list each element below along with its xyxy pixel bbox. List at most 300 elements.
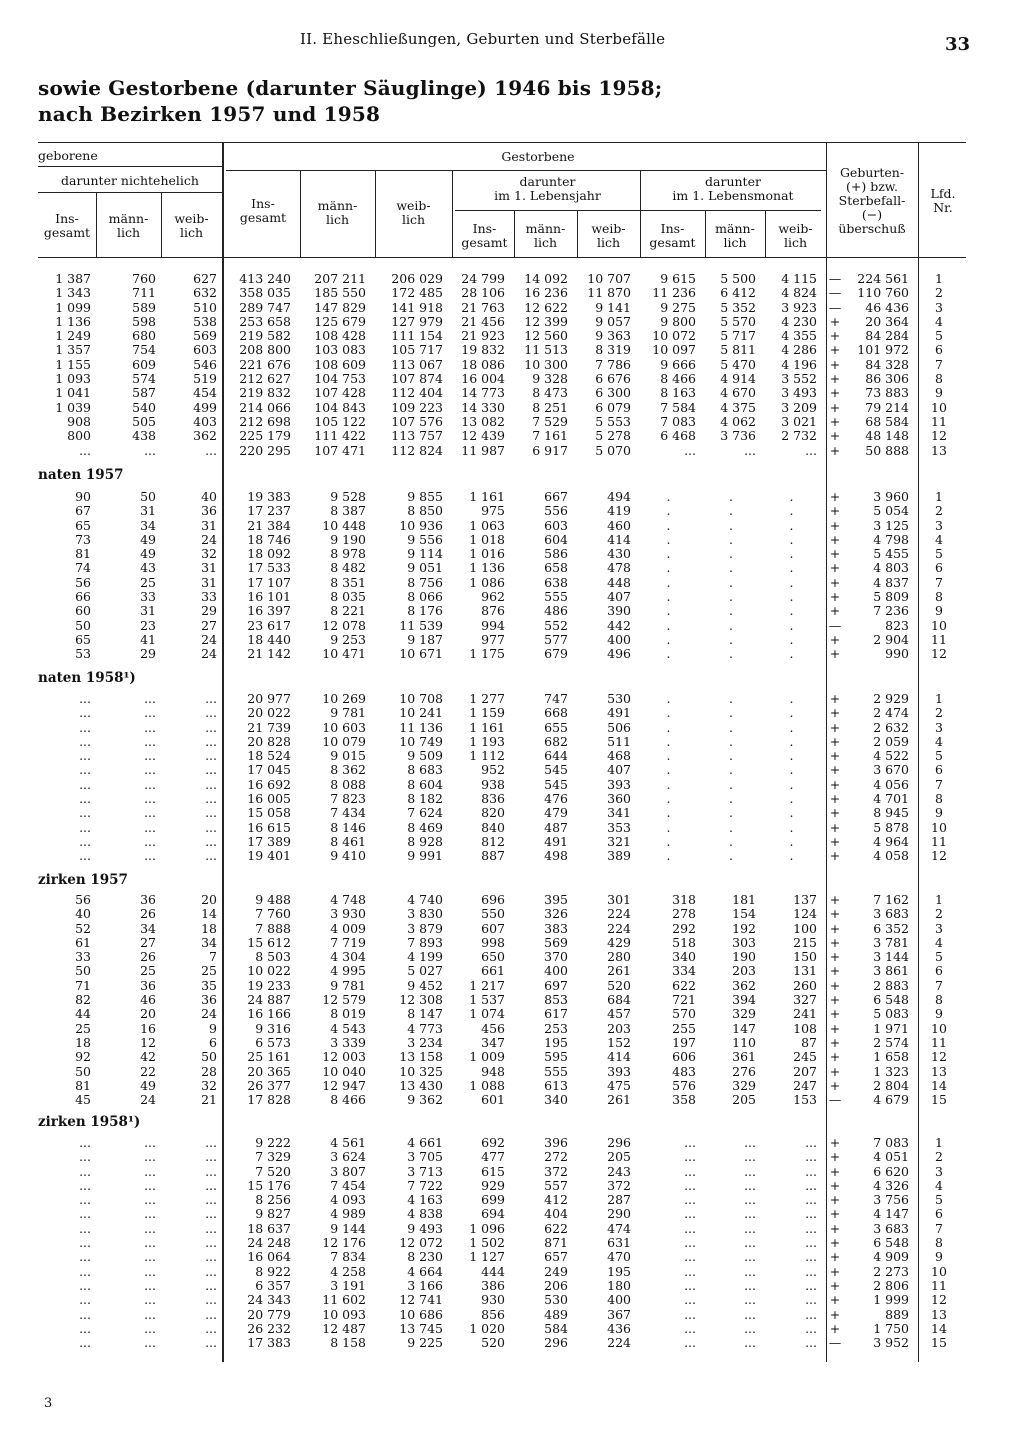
c-geb-w: ...: [205, 1164, 217, 1179]
c-g-ins: 6 357: [255, 1278, 291, 1293]
c-g-m: 108 428: [314, 329, 366, 344]
c-g-w: 9 362: [407, 1093, 443, 1108]
c-g-m: 9 015: [330, 749, 366, 764]
c-lm-ins: ...: [684, 1150, 696, 1165]
c-g-m: 11 602: [322, 1293, 366, 1308]
label-darunter-lm: darunter: [705, 174, 761, 189]
c-geb-ins: ...: [79, 1307, 91, 1322]
c-lj-ins: 975: [481, 504, 505, 519]
c-lm-ins: ...: [684, 1250, 696, 1265]
c-lj-ins: 930: [481, 1293, 505, 1308]
c-lj-m: 6 917: [532, 443, 568, 458]
page-number: 33: [945, 34, 971, 55]
c-lj-m: 853: [544, 993, 568, 1008]
c-geb-m: 34: [140, 921, 156, 936]
c-lj-ins: 386: [481, 1278, 505, 1293]
c-geb-m: ...: [144, 1236, 156, 1251]
c-g-ins: 25 161: [247, 1050, 291, 1065]
c-lm-ins: .: [666, 777, 671, 792]
c-lj-w: 474: [607, 1221, 631, 1236]
c-g-m: 4 093: [330, 1193, 366, 1208]
c-lj-ins: 550: [481, 907, 505, 922]
c-lm-ins: 576: [672, 1078, 696, 1093]
c-g-w: 9 051: [407, 561, 443, 576]
c-lfd: 8: [935, 993, 943, 1008]
table-row: [30, 444, 964, 458]
c-lj-m: 871: [544, 1236, 568, 1251]
c-geb-m: ...: [144, 692, 156, 706]
c-lm-ins: ...: [684, 1321, 696, 1336]
c-lm-m: ...: [744, 1178, 756, 1193]
c-lj-w: 9 363: [595, 329, 631, 344]
c-lj-w: 436: [607, 1321, 631, 1336]
c-lm-w: 100: [793, 921, 817, 936]
c-lfd: 12: [931, 429, 947, 444]
c-lm-w: 153: [793, 1093, 817, 1108]
c-g-ins: 212 698: [239, 414, 291, 429]
table-row: [30, 907, 964, 921]
c-lm-m: ...: [744, 1236, 756, 1251]
c-lm-ins: 8 163: [660, 386, 696, 401]
c-sign: +: [829, 1078, 841, 1093]
c-lm-w: ...: [805, 1164, 817, 1179]
c-lm-w: 131: [793, 964, 817, 979]
c-sign: +: [829, 849, 841, 864]
c-lfd: 10: [931, 1021, 947, 1036]
c-g-w: 12 072: [399, 1236, 443, 1251]
c-lj-w: 684: [607, 993, 631, 1008]
c-geb-ins: ...: [79, 1207, 91, 1222]
c-geb-w: 6: [209, 1035, 217, 1050]
c-lm-m: ...: [744, 1150, 756, 1165]
c-lm-ins: 318: [672, 893, 696, 907]
c-lj-ins: 1 112: [469, 749, 505, 764]
c-g-w: 5 027: [407, 964, 443, 979]
label-lj-weiblich-2: lich: [596, 235, 621, 250]
c-sign: +: [829, 921, 841, 936]
c-geb-ins: 908: [67, 414, 91, 429]
c-geb-w: ...: [205, 806, 217, 821]
c-lm-w: .: [789, 575, 794, 590]
c-lm-w: 4 355: [781, 329, 817, 344]
c-ueb: 7 236: [873, 604, 909, 619]
c-ueb: 3 960: [873, 490, 909, 504]
c-geb-m: 26: [140, 907, 156, 922]
c-lm-w: ...: [805, 1178, 817, 1193]
c-lm-m: ...: [744, 1293, 756, 1308]
c-sign: +: [829, 907, 841, 922]
c-geb-w: 9: [209, 1021, 217, 1036]
c-lj-m: 545: [544, 763, 568, 778]
c-lfd: 11: [931, 1278, 947, 1293]
table-row: [30, 706, 964, 720]
c-lm-w: .: [789, 834, 794, 849]
c-g-m: 4 995: [330, 964, 366, 979]
c-geb-w: 40: [201, 490, 217, 504]
c-g-ins: 17 045: [247, 763, 291, 778]
c-geb-ins: 800: [67, 429, 91, 444]
c-geb-ins: 56: [75, 575, 91, 590]
c-geb-w: ...: [205, 777, 217, 792]
c-lj-w: 429: [607, 935, 631, 950]
c-g-w: 4 661: [407, 1136, 443, 1150]
c-g-w: 8 850: [407, 504, 443, 519]
c-lfd: 1: [935, 272, 943, 286]
label-g-weiblich-2: lich: [401, 212, 426, 227]
c-lm-m: 5 470: [720, 357, 756, 372]
c-geb-ins: 1 343: [55, 286, 91, 301]
c-ueb: 4 909: [873, 1250, 909, 1265]
c-lj-m: 577: [544, 632, 568, 647]
c-g-ins: 19 401: [247, 849, 291, 864]
c-sign: +: [829, 806, 841, 821]
c-g-ins: 289 747: [239, 300, 291, 315]
c-geb-m: 754: [132, 343, 156, 358]
c-lj-w: 419: [607, 504, 631, 519]
c-lm-m: 205: [732, 1093, 756, 1108]
c-lm-m: 3 736: [720, 429, 756, 444]
label-lj-insgesamt-2: gesamt: [461, 235, 508, 250]
c-ueb: 4 522: [873, 749, 909, 764]
c-geb-m: 42: [140, 1050, 156, 1065]
c-g-w: 9 855: [407, 490, 443, 504]
c-g-m: 3 930: [330, 907, 366, 922]
c-geb-m: ...: [144, 1264, 156, 1279]
c-g-ins: 23 617: [247, 618, 291, 633]
table-row: [30, 1293, 964, 1307]
label-lebensjahr: im 1. Lebensjahr: [494, 188, 601, 203]
c-g-m: 12 487: [322, 1321, 366, 1336]
c-sign: +: [829, 820, 841, 835]
c-g-m: 3 339: [330, 1035, 366, 1050]
c-lj-ins: 856: [481, 1307, 505, 1322]
c-sign: +: [829, 792, 841, 807]
c-lj-ins: 21 923: [461, 329, 505, 344]
c-g-m: 12 176: [322, 1236, 366, 1251]
c-lm-ins: .: [666, 575, 671, 590]
c-lfd: 8: [935, 1236, 943, 1251]
c-lj-m: 12 560: [524, 329, 568, 344]
c-g-ins: 20 779: [247, 1307, 291, 1322]
c-ueb: 79 214: [865, 400, 909, 415]
c-geb-m: 505: [132, 414, 156, 429]
c-geb-m: 609: [132, 357, 156, 372]
c-g-m: 9 144: [330, 1221, 366, 1236]
table-row: [30, 301, 964, 315]
c-geb-m: ...: [144, 1136, 156, 1150]
c-lfd: 4: [935, 314, 943, 329]
section-title: zirken 1957: [38, 872, 128, 888]
c-lj-ins: 998: [481, 935, 505, 950]
c-lj-w: 491: [607, 706, 631, 721]
table-row: [30, 1079, 964, 1093]
c-lfd: 12: [931, 1050, 947, 1065]
c-geb-w: 33: [201, 590, 217, 605]
c-lm-ins: 622: [672, 978, 696, 993]
c-sign: +: [829, 632, 841, 647]
c-geb-w: ...: [205, 749, 217, 764]
c-lm-ins: ...: [684, 1178, 696, 1193]
c-lj-m: 545: [544, 777, 568, 792]
c-lm-ins: 334: [672, 964, 696, 979]
c-geb-ins: ...: [79, 1150, 91, 1165]
c-g-w: 11 136: [399, 720, 443, 735]
table-row: [30, 619, 964, 633]
c-lj-m: 638: [544, 575, 568, 590]
c-geb-ins: 50: [75, 964, 91, 979]
c-lj-m: 206: [544, 1278, 568, 1293]
c-lj-ins: 21 763: [461, 300, 505, 315]
c-lm-m: .: [729, 763, 733, 778]
c-g-ins: 24 343: [247, 1293, 291, 1308]
c-lj-w: 5 553: [595, 414, 631, 429]
c-lm-w: .: [789, 792, 794, 807]
label-lj-insgesamt-1: Ins-: [472, 221, 497, 236]
c-geb-ins: 61: [75, 935, 91, 950]
c-geb-m: 34: [140, 518, 156, 533]
c-g-m: 8 978: [330, 547, 366, 562]
c-ueb: 1 658: [873, 1050, 909, 1065]
c-ueb: 4 964: [873, 834, 909, 849]
c-lfd: 4: [935, 1178, 943, 1193]
c-lfd: 1: [935, 1136, 943, 1150]
c-lm-ins: .: [666, 734, 671, 749]
c-lj-m: 603: [544, 518, 568, 533]
c-g-m: 9 190: [330, 532, 366, 547]
col-sep: [452, 170, 453, 257]
c-g-m: 207 211: [314, 272, 366, 286]
c-lfd: 3: [935, 518, 943, 533]
c-g-m: 10 448: [322, 518, 366, 533]
label-maennlich-2: lich: [116, 225, 141, 240]
c-lm-ins: .: [666, 647, 671, 662]
label-ueberschuss-1: Geburten-: [839, 165, 905, 180]
c-g-w: 12 741: [399, 1293, 443, 1308]
c-lm-ins: 255: [672, 1021, 696, 1036]
c-sign: +: [829, 1050, 841, 1065]
c-lm-w: .: [789, 806, 794, 821]
c-lj-w: 496: [607, 647, 631, 662]
c-lm-m: .: [729, 504, 733, 519]
c-ueb: 4 679: [873, 1093, 909, 1108]
c-lj-w: 400: [607, 1293, 631, 1308]
table-row: [30, 590, 964, 604]
c-lj-w: 195: [607, 1264, 631, 1279]
c-lm-w: .: [789, 820, 794, 835]
c-lm-m: .: [729, 777, 733, 792]
c-lm-m: ...: [744, 1250, 756, 1265]
c-g-ins: 16 064: [247, 1250, 291, 1265]
c-lj-w: 205: [607, 1150, 631, 1165]
c-lfd: 2: [935, 504, 943, 519]
c-lj-ins: 12 439: [461, 429, 505, 444]
c-g-m: 8 351: [330, 575, 366, 590]
c-g-w: 9 556: [407, 532, 443, 547]
c-lfd: 13: [931, 1064, 947, 1079]
c-lj-m: 12 399: [524, 314, 568, 329]
c-g-m: 10 471: [322, 647, 366, 662]
c-sign: +: [829, 1278, 841, 1293]
c-lj-w: 393: [607, 777, 631, 792]
c-g-w: 8 176: [407, 604, 443, 619]
label-ueberschuss-2: (+) bzw.: [846, 179, 898, 194]
c-geb-m: 26: [140, 950, 156, 965]
c-g-m: 8 158: [330, 1336, 366, 1351]
c-g-w: 112 404: [391, 386, 443, 401]
c-lm-ins: ...: [684, 443, 696, 458]
c-lfd: 3: [935, 720, 943, 735]
c-lj-w: 393: [607, 1064, 631, 1079]
c-lm-m: .: [729, 792, 733, 807]
c-geb-ins: 60: [75, 604, 91, 619]
c-lm-w: 4 824: [781, 286, 817, 301]
c-g-w: 206 029: [391, 272, 443, 286]
c-lm-w: .: [789, 720, 794, 735]
c-g-w: 13 430: [399, 1078, 443, 1093]
c-lj-m: 412: [544, 1193, 568, 1208]
c-lm-m: .: [729, 632, 733, 647]
c-lm-w: 4 115: [781, 272, 817, 286]
c-lm-m: 181: [732, 893, 756, 907]
c-lj-m: 530: [544, 1293, 568, 1308]
c-lfd: 10: [931, 1264, 947, 1279]
c-g-m: 104 753: [314, 372, 366, 387]
c-lj-w: 9 057: [595, 314, 631, 329]
c-g-w: 7 722: [407, 1178, 443, 1193]
c-sign: +: [829, 706, 841, 721]
c-geb-m: ...: [144, 1250, 156, 1265]
c-geb-m: 587: [132, 386, 156, 401]
label-lm-insgesamt-1: Ins-: [660, 221, 685, 236]
c-sign: +: [829, 964, 841, 979]
label-lebensmonat: im 1. Lebensmonat: [672, 188, 794, 203]
label-ueberschuss-5: überschuß: [838, 221, 906, 236]
c-g-ins: 9 222: [255, 1136, 291, 1150]
c-sign: +: [829, 1321, 841, 1336]
c-g-ins: 20 365: [247, 1064, 291, 1079]
c-lm-m: .: [729, 590, 733, 605]
c-lj-w: 389: [607, 849, 631, 864]
c-lj-m: 489: [544, 1307, 568, 1322]
c-geb-ins: 45: [75, 1093, 91, 1108]
c-lm-w: 245: [793, 1050, 817, 1065]
c-geb-m: 31: [140, 504, 156, 519]
c-ueb: 5 455: [873, 547, 909, 562]
c-lj-w: 203: [607, 1021, 631, 1036]
c-g-ins: 8 256: [255, 1193, 291, 1208]
section-title: naten 1957: [38, 467, 124, 483]
c-lm-m: 147: [732, 1021, 756, 1036]
c-lm-w: .: [789, 749, 794, 764]
c-g-w: 8 469: [407, 820, 443, 835]
label-lj-maennlich-1: männ-: [525, 221, 566, 236]
label-darunter-lj: darunter: [519, 174, 576, 189]
c-lj-w: 224: [607, 921, 631, 936]
c-lfd: 2: [935, 286, 943, 301]
c-geb-ins: ...: [79, 1193, 91, 1208]
c-lj-m: 395: [544, 893, 568, 907]
c-lj-w: 8 319: [595, 343, 631, 358]
c-lm-m: .: [729, 575, 733, 590]
table-row: [30, 821, 964, 835]
c-geb-ins: ...: [79, 1221, 91, 1236]
c-sign: —: [828, 1336, 842, 1351]
c-sign: +: [829, 504, 841, 519]
c-geb-ins: ...: [79, 834, 91, 849]
data-block-monate-1958: [30, 692, 964, 864]
c-g-m: 10 040: [322, 1064, 366, 1079]
c-lm-m: .: [729, 806, 733, 821]
c-g-ins: 214 066: [239, 400, 291, 415]
table-row: [30, 778, 964, 792]
table-row: [30, 1093, 964, 1107]
c-lfd: 4: [935, 532, 943, 547]
c-g-w: 8 928: [407, 834, 443, 849]
c-lm-w: 137: [793, 893, 817, 907]
c-lj-ins: 699: [481, 1193, 505, 1208]
c-lm-w: 3 021: [781, 414, 817, 429]
c-ueb: 2 059: [873, 734, 909, 749]
c-geb-m: 598: [132, 314, 156, 329]
c-lj-m: 595: [544, 1050, 568, 1065]
c-geb-ins: 74: [75, 561, 91, 576]
c-lm-ins: 340: [672, 950, 696, 965]
c-lm-ins: 197: [672, 1035, 696, 1050]
c-lm-ins: .: [666, 604, 671, 619]
table-row: [30, 922, 964, 936]
c-geb-m: 43: [140, 561, 156, 576]
c-g-w: 4 838: [407, 1207, 443, 1222]
c-geb-ins: 1 357: [55, 343, 91, 358]
c-geb-w: 28: [201, 1064, 217, 1079]
c-geb-w: 403: [193, 414, 217, 429]
c-sign: +: [829, 372, 841, 387]
table-row: [30, 1007, 964, 1021]
c-g-m: 8 146: [330, 820, 366, 835]
c-g-m: 8 482: [330, 561, 366, 576]
c-lm-m: ...: [744, 1264, 756, 1279]
c-geb-ins: ...: [79, 1293, 91, 1308]
c-geb-ins: ...: [79, 692, 91, 706]
data-block-bezirke-1958: [30, 1136, 964, 1350]
c-g-w: 13 158: [399, 1050, 443, 1065]
c-lfd: 8: [935, 590, 943, 605]
c-geb-m: 27: [140, 935, 156, 950]
c-lj-ins: 1 088: [469, 1078, 505, 1093]
c-geb-w: 362: [193, 429, 217, 444]
c-lm-w: ...: [805, 1207, 817, 1222]
c-g-w: 10 671: [399, 647, 443, 662]
c-geb-w: 519: [193, 372, 217, 387]
c-lm-m: 5 352: [720, 300, 756, 315]
c-ueb: 3 952: [873, 1336, 909, 1351]
c-lj-ins: 601: [481, 1093, 505, 1108]
c-g-ins: 21 142: [247, 647, 291, 662]
c-geb-w: 510: [193, 300, 217, 315]
c-geb-w: 627: [193, 272, 217, 286]
c-lj-ins: 1 161: [469, 490, 505, 504]
c-geb-ins: 82: [75, 993, 91, 1008]
label-g-maennlich-2: lich: [325, 212, 350, 227]
label-weiblich-2: lich: [179, 225, 204, 240]
c-lj-w: 261: [607, 964, 631, 979]
table-row: [30, 1236, 964, 1250]
c-geb-ins: 1 136: [55, 314, 91, 329]
c-lj-ins: 812: [481, 834, 505, 849]
c-lj-w: 478: [607, 561, 631, 576]
c-lm-ins: ...: [684, 1164, 696, 1179]
c-sign: +: [829, 692, 841, 706]
